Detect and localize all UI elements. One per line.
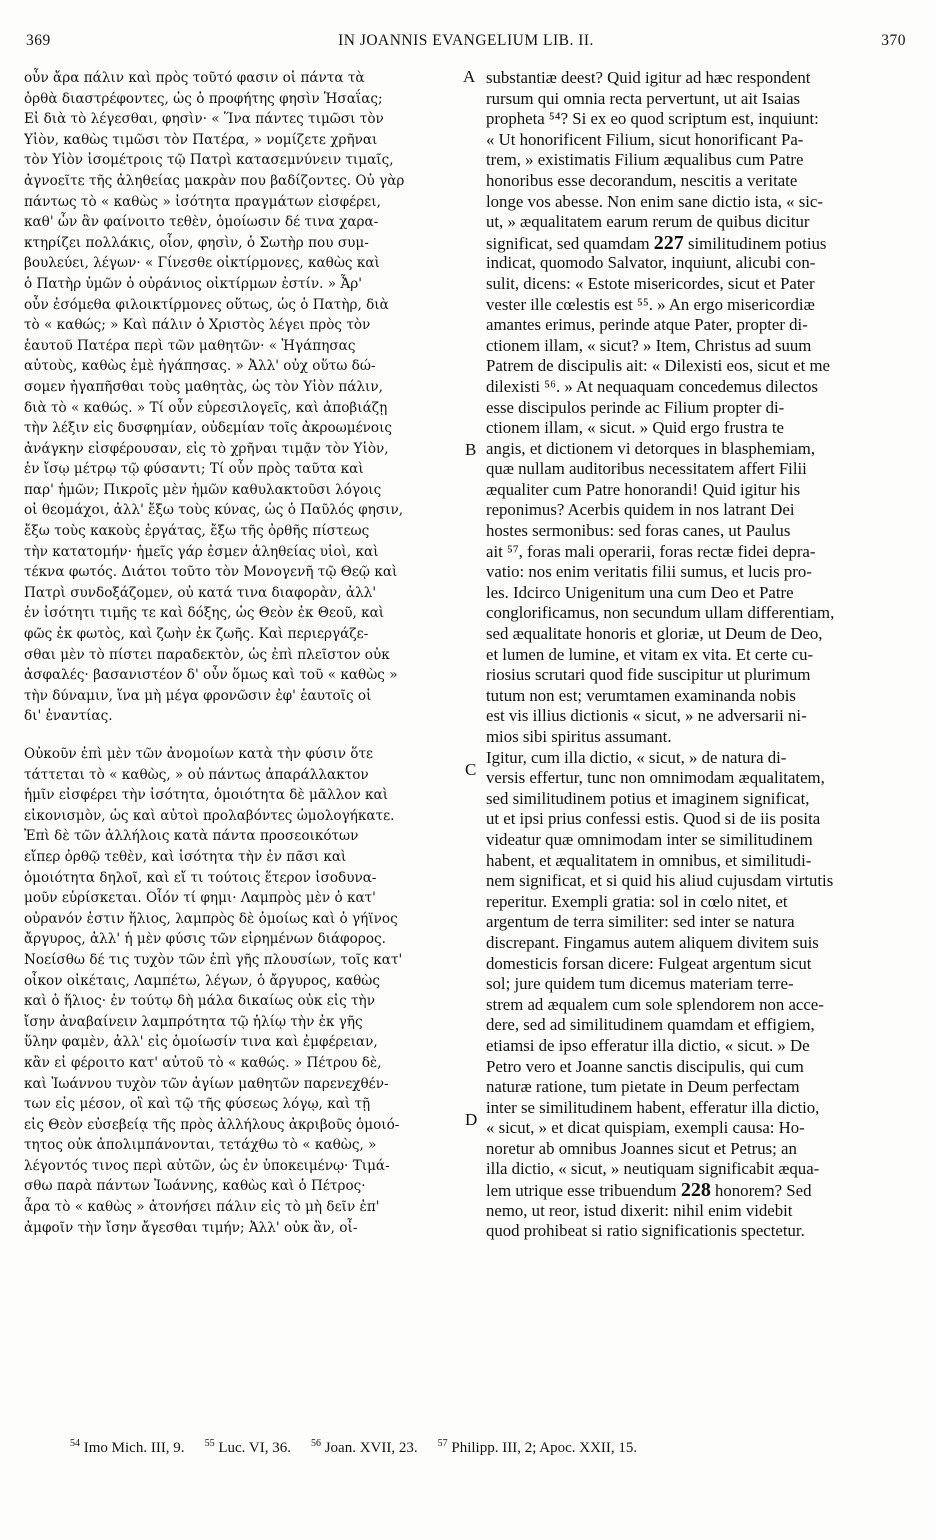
- greek-line: τὴν κατατομήν· ἡμεῖς γάρ ἐσμεν ἀληθείας υἱοὶ, καὶ: [24, 543, 379, 560]
- latin-line: rursum qui omnia recta pervertunt, ut ait Isaias: [486, 88, 801, 108]
- greek-line: μοῦν εὑρίσκεται. Οἷόν τί φημι· Λαμπρὸς μὲν ὁ κατ': [24, 890, 376, 907]
- footnote-text: Philipp. III, 2; Apoc. XXII, 15.: [451, 1440, 638, 1456]
- greek-line: κτηρίζει πολλάκις, οἷον, φησὶν, ὁ Σωτὴρ που συμ-: [24, 234, 369, 251]
- latin-line: ut et ipsi prius confessi estis. Quod si de iis posita: [486, 809, 821, 829]
- latin-line: tutum non est; verumtamen examinanda nobis: [486, 685, 796, 705]
- latin-line: illa dictio, « sicut, » neutiquam significabit æqua-: [486, 1159, 820, 1179]
- footnote: [311, 1440, 418, 1456]
- latin-line: inter se similitudinem habent, efferatur illa dictio,: [486, 1097, 820, 1117]
- latin-line: sed similitudinem potius et imaginem significat,: [486, 788, 810, 808]
- greek-line: ἀσφαλές· βασανιστέον δ' οὖν ὅμως καὶ τοῦ « καθὼς »: [24, 667, 398, 684]
- latin-line: reponimus? Acerbis quidem in nos latrant Dei: [486, 500, 795, 520]
- latin-line: longe vos abesse. Non enim sane dictio ista, « sic-: [486, 191, 823, 211]
- footnote-number: 55: [204, 1438, 215, 1449]
- latin-line: sed æqualitate honoris et gloriæ, ut Deum de Deo,: [486, 624, 823, 644]
- running-title: IN JOANNIS EVANGELIUM LIB. II.: [338, 32, 594, 49]
- greek-line: ἐν ἰσότητι τιμῆς τε καὶ δόξης, ὡς Θεὸν ἐκ Θεοῦ, καὶ: [24, 605, 385, 622]
- greek-line: ἑαυτοῦ Πατέρα περὶ τῶν μαθητῶν· « Ἠγάπησας: [24, 337, 356, 354]
- footnote-number: 56: [310, 1438, 321, 1449]
- greek-line: καθ' ὧν ἂν φαίνοιτο τεθὲν, ὁμοίωσιν δέ τινα χαρα-: [24, 214, 379, 231]
- greek-line: τὴν λέξιν εἰς δυσφημίαν, οὐδεμίαν τοῖς ἀκροωμένοις: [24, 420, 393, 437]
- latin-line: « Ut honorificent Filium, sicut honorificant Pa-: [486, 129, 804, 149]
- latin-line: noretur ab omnibus Joannes sicut et Petrus; an: [486, 1138, 797, 1158]
- footnote-text: Luc. VI, 36.: [218, 1440, 291, 1456]
- latin-line: mios sibi spiritus assumant.: [486, 727, 672, 746]
- greek-line: ἀγνοεῖτε τῆς ἀληθείας μακρὰν που βαδίζοντες. Οὐ γὰρ: [24, 172, 405, 189]
- latin-line: les. Idcirco Unigenitum una cum Deo et Patre: [486, 582, 794, 602]
- latin-line: sulit, dicens: « Estote misericordes, sicut et Pater: [486, 273, 815, 293]
- greek-line: οὖν ἄρα πάλιν καὶ πρὸς τοῦτό φασιν οἱ πάντα τὰ: [24, 70, 365, 86]
- latin-line: strem ad æqualem cum sole splendorem non acce-: [486, 994, 824, 1014]
- latin-text-column: [486, 68, 906, 1242]
- latin-line: videatur quæ omnimodam inter se similitudinem: [486, 829, 813, 849]
- latin-line: vester ille cœlestis est ⁵⁵. » An ergo misericordiæ: [486, 294, 815, 314]
- greek-line: Πατρὶ συνδοξάζομεν, οὐ κατά τινα διαφορὰν, ἀλλ': [24, 584, 377, 601]
- greek-line: οἱ θεομάχοι, ἀλλ' ἔξω τοὺς κύνας, ὡς ὁ Παῦλός φησιν,: [24, 502, 404, 519]
- latin-line: amantes erimus, perinde atque Pater, propter di-: [486, 315, 808, 335]
- latin-line: substantiæ deest? Quid igitur ad hæc respondent: [486, 68, 811, 87]
- greek-line: ἀνάγκην εἰσφέρουσαν, εἰς τὸ χρῆναι τιμᾷν τὸν Υἱὸν,: [24, 440, 389, 457]
- greek-line: καὶ Ἰωάννου τυχὸν τῶν ἁγίων μαθητῶν παρενεχθέν-: [24, 1075, 389, 1092]
- greek-line: τὸν Υἱὸν ἰσομέτροις τῷ Πατρὶ κατασεμνύνειν τιμαῖς,: [24, 152, 394, 169]
- greek-line: οὐρανόν ἐστιν ἥλιος, λαμπρὸς δὲ ὁμοίως καὶ ὁ γήϊνος: [24, 910, 398, 927]
- greek-line: ὀρθὰ διαστρέφοντες, ὡς ὁ προφήτης φησὶν Ἡσαΐας;: [24, 90, 383, 107]
- latin-line: Igitur, cum illa dictio, « sicut, » de natura di-: [486, 747, 787, 767]
- greek-line: οἶκον οἰκέταις, Λαμπέτω, λέγων, ὁ ἄργυρος, καθὼς: [24, 972, 380, 989]
- footnote: [205, 1440, 291, 1456]
- latin-line: naturæ ratione, tum pietate in Deum perfectam: [486, 1077, 800, 1097]
- latin-line: nemo, ut reor, istud dixerit: nihil enim videbit: [486, 1200, 793, 1220]
- latin-line: reperitur. Exempli gratia: sol in cœlo nitet, et: [486, 891, 788, 911]
- latin-line: ait ⁵⁷, foras mali operarii, foras rectæ fidei depra-: [486, 541, 816, 561]
- greek-line: αὐτοὺς, καθὼς ἐμὲ ἠγάπησας. » Ἀλλ' οὐχ οὕτω δώ-: [24, 358, 376, 375]
- margin-letter-b: B: [465, 440, 477, 459]
- greek-paragraph-gap: [24, 727, 456, 744]
- page-number-right: 370: [881, 32, 906, 49]
- greek-line: εἰκονισμὸν, ὡς καὶ αὐτοὶ προλαβόντες ὡμολογήκατε.: [24, 807, 395, 824]
- greek-line: ὁμοιότητα δηλοῖ, καὶ εἴ τι τούτοις ἕτερον ἰσοδυνα-: [24, 869, 377, 886]
- greek-line: καὶ ὁ ἥλιος· ἐν τούτῳ δὴ μάλα δικαίως οὐκ εἰς τὴν: [24, 993, 375, 1010]
- greek-line: δι' ἐναντίας.: [24, 708, 113, 725]
- latin-line: habent, et æqualitatem in omnibus, et similitudi-: [486, 850, 812, 870]
- latin-line: æqualiter cum Patre honorandi! Quid igitur his: [486, 479, 801, 499]
- greek-line: Ἐπὶ δὲ τῶν ἀλλήλοις κατὰ πάντα προσεοικότων: [24, 828, 359, 845]
- margin-letter-a: A: [463, 67, 476, 86]
- greek-line: τὴν δύναμιν, ἵνα μὴ μέγα φρονῶσιν ἐφ' ἑαυτοῖς οἱ: [24, 687, 372, 704]
- latin-line: propheta ⁵⁴? Si ex eo quod scriptum est, inquiunt:: [486, 109, 819, 129]
- latin-line: angis, et dictionem vi detorques in blasphemiam,: [486, 438, 816, 458]
- greek-line: τάττεται τὸ « καθὼς, » οὐ πάντως ἀπαράλλακτον: [24, 766, 369, 783]
- greek-line: σθαι μὲν τὸ πίστει παραδεκτὸν, ὡς ἐπὶ πλεῖστον οὐκ: [24, 646, 390, 663]
- latin-line: vatio: nos enim veritatis filii sumus, et lucis pro-: [486, 562, 812, 582]
- footnote-number: 57: [437, 1438, 448, 1449]
- greek-line: βουλεύει, λέγων· « Γίνεσθε οἰκτίρμονες, καθὼς καὶ: [24, 255, 380, 272]
- footnote-text: Joan. XVII, 23.: [324, 1440, 418, 1456]
- footnote-number: 54: [70, 1438, 80, 1449]
- latin-line: ctionem illam, « sicut? » Item, Christus ad suum: [486, 335, 812, 355]
- latin-line: Patrem de discipulis ait: « Dilexisti eos, sicut et me: [486, 356, 830, 376]
- latin-line: quæ nullam auditoribus necessitatem affert Filii: [486, 459, 807, 479]
- greek-line: τέκνα φωτός. Διάτοι τοῦτο τὸν Μονογενῆ τῷ Θεῷ καὶ: [24, 564, 398, 581]
- margin-letter-d: D: [465, 1110, 478, 1129]
- latin-line: riosius scrutari quod fide suscipitur ut plurimum: [486, 665, 811, 685]
- footnote: [70, 1440, 185, 1456]
- greek-line: λέγοντός τινος περὶ αὐτῶν, ὡς ἐν ὑποκειμένῳ· Τιμά-: [24, 1157, 390, 1174]
- latin-line: versis effertur, tunc non omnimodam æqualitatem,: [486, 768, 825, 788]
- latin-line: indicat, quomodo Salvator, inquiunt, alicubi con-: [486, 253, 816, 273]
- latin-line: sol; jure quidem tum dicemus materiam terre-: [486, 974, 794, 994]
- greek-text-column: [24, 68, 456, 1238]
- greek-line: κἂν εἰ φέροιτο κατ' αὐτοῦ τὸ « καθώς. » Πέτρου δὲ,: [24, 1054, 382, 1071]
- latin-line: esse discipulos perinde ac Filium propter di-: [486, 397, 785, 417]
- column-number: 228: [680, 1180, 711, 1201]
- column-number: 227: [653, 232, 684, 254]
- greek-line: τητος οὐκ ἀπολιμπάνονται, τετάχθω τὸ « καθὼς, »: [24, 1137, 377, 1154]
- latin-line: « sicut, » et dicat quispiam, exempli causa: Ho-: [486, 1118, 805, 1138]
- greek-line: ὕλην φαμὲν, ἀλλ' εἰς ὁμοίωσίν τινα καὶ ἐμφέρειαν,: [24, 1034, 378, 1051]
- latin-line: lem utrique esse tribuendum 228 honorem? Sed: [486, 1180, 812, 1201]
- latin-line: conglorificamus, non secundum ullam differentiam,: [486, 603, 835, 623]
- latin-line: dilexisti ⁵⁶. » At nequaquam concedemus dilectos: [486, 376, 818, 396]
- latin-line: est vis illius dictionis « sicut, » ne adversarii ni-: [486, 706, 807, 726]
- running-head: [26, 32, 906, 58]
- latin-line: et lumen de lumine, et vitam ex vita. Et certe cu-: [486, 644, 814, 664]
- greek-line: εἴπερ ὀρθῷ τεθὲν, καὶ ἰσότητα τὴν ἐν πᾶσι καὶ: [24, 848, 347, 865]
- greek-line: ἡμῖν εἰσφέρει τὴν ἰσότητα, ὁμοιότητα δὲ μᾶλλον καὶ: [24, 787, 389, 804]
- greek-line: των εἰς μέσον, οἳ καὶ τῷ τῆς φύσεως λόγῳ, καὶ τῇ: [24, 1096, 371, 1113]
- greek-line: οὖν ἐσόμεθα φιλοικτίρμονες οὕτως, ὡς ὁ Πατὴρ, διὰ: [24, 296, 389, 313]
- latin-line: etiamsi de ipso efferatur illa dictio, « sicut. » De: [486, 1035, 810, 1055]
- greek-line: εἰς Θεὸν εὐσεβείᾳ τῆς πρὸς ἀλλήλους ἀκριβοῦς ὁμοιό-: [24, 1116, 400, 1133]
- greek-line: Εἰ διὰ τὸ λέγεσθαι, φησὶν· « Ἵνα πάντες τιμῶσι τὸν: [24, 111, 384, 128]
- footnotes: [70, 1438, 910, 1457]
- latin-line: trem, » existimatis Filium æqualibus cum Patre: [486, 150, 804, 170]
- greek-line: ἄργυρος, ἀλλ' ἡ μὲν φύσις τῶν εἰρημένων διάφορος.: [24, 931, 386, 948]
- greek-line: ἴσην ἀναβαίνειν λαμπρότητα τῷ ἡλίῳ τὴν ἐκ γῆς: [24, 1013, 363, 1030]
- greek-line: ἀμφοῖν τὴν ἴσην ἄγεσθαι τιμήν; Ἀλλ' οὐκ ἂν, οἶ-: [24, 1219, 358, 1236]
- greek-line: ἔξω τοὺς κακοὺς ἐργάτας, ἔξω τῆς ὀρθῆς πίστεως: [24, 523, 370, 540]
- greek-line: σομεν ἠγαπῆσθαι τοὺς μαθητὰς, ὡς τὸν Υἱὸν πάλιν,: [24, 378, 383, 395]
- margin-letter-c: C: [465, 760, 477, 779]
- latin-line: discrepant. Fingamus autem aliquem divitem suis: [486, 932, 819, 952]
- greek-line: παρ' ἡμῶν; Πικροῖς μὲν ἡμῶν καθυλακτοῦσι λόγοις: [24, 481, 382, 498]
- latin-line: domesticis forsan dicere: Fulgeat argentum sicut: [486, 953, 812, 973]
- greek-line: ἆρα τὸ « καθὼς » ἀτονήσει πάλιν εἰς τὸ μὴ δεῖν ἐπ': [24, 1199, 380, 1216]
- greek-line: Υἱὸν, καθὼς τιμῶσι τὸν Πατέρα, » νομίζετε χρῆναι: [24, 131, 378, 148]
- latin-line: dere, sed ad similitudinem quamdam et effigiem,: [486, 1015, 815, 1035]
- latin-line: quod prohibeat si ratio significationis spectetur.: [486, 1221, 805, 1241]
- greek-line: διὰ τὸ « καθώς. » Τί οὖν εὑρεσιλογεῖς, καὶ ἀποβιάζῃ: [24, 399, 388, 416]
- greek-line: πάντως τὸ « καθὼς » ἰσότητα πραγμάτων εἰσφέρει,: [24, 193, 381, 210]
- footnote-text: Imo Mich. III, 9.: [83, 1440, 185, 1456]
- greek-line: ἐν ἴσῳ μέτρῳ τῷ φύσαντι; Τί οὖν πρὸς ταῦτα καὶ: [24, 461, 364, 478]
- latin-line: nem significat, et si quid his aliud cujusdam virtutis: [486, 871, 834, 891]
- greek-line: Νοείσθω δέ τις τυχὸν τῶν ἐπὶ γῆς πλουσίων, τοῖς κατ': [24, 951, 403, 968]
- greek-line: φῶς ἐκ φωτὸς, καὶ ζωὴν ἐκ ζωῆς. Καὶ περιεργάζε-: [24, 626, 369, 643]
- greek-line: σθω παρὰ πάντων Ἰωάννης, καθὼς καὶ ὁ Πέτρος·: [24, 1178, 366, 1195]
- footnote: [438, 1440, 638, 1456]
- latin-line: ctionem illam, « sicut. » Quid ergo frustra te: [486, 418, 784, 438]
- greek-line: ὁ Πατὴρ ὑμῶν ὁ οὐράνιος οἰκτίρμων ἐστίν. » Ἆρ': [24, 275, 362, 292]
- latin-line: Petro vero et Joanne sanctis discipulis, qui cum: [486, 1056, 804, 1076]
- greek-line: τὸ « καθώς; » Καὶ πάλιν ὁ Χριστὸς λέγει πρὸς τὸν: [24, 317, 371, 334]
- latin-line: significat, sed quamdam 227 similitudinem potius: [486, 232, 827, 254]
- latin-line: hostes sermonibus: sed foras canes, ut Paulus: [486, 521, 791, 541]
- latin-line: ut, » æqualitatem earum rerum de quibus dicitur: [486, 212, 810, 232]
- page-number-left: 369: [26, 32, 51, 49]
- latin-line: honoribus esse decorandum, nescitis a veritate: [486, 170, 798, 190]
- latin-line: argentum de terra similiter: sed inter se natura: [486, 912, 795, 932]
- greek-line: Οὐκοῦν ἐπὶ μὲν τῶν ἀνομοίων κατὰ τὴν φύσιν ὅτε: [24, 746, 374, 762]
